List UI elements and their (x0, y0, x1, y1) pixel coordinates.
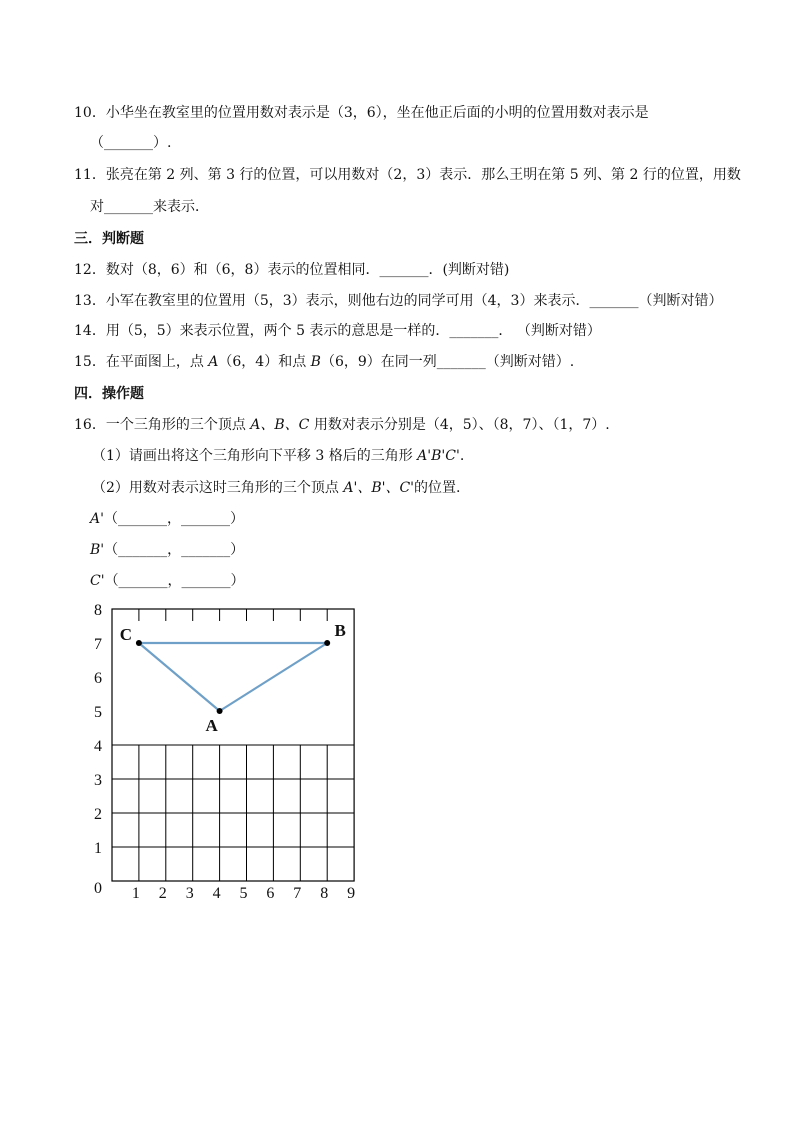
grid-labels (94, 602, 355, 902)
question-16-sub1 (92, 447, 464, 465)
y-axis-label: 4 (94, 738, 102, 755)
answer-a-prime-label: A' (90, 511, 104, 527)
x-axis-label: 4 (212, 885, 221, 902)
question-16-sub1-triangle: A'B'C' (417, 448, 460, 464)
x-axis-label: 3 (185, 885, 194, 902)
y-axis-label: 5 (94, 704, 102, 721)
y-axis-label: 8 (94, 602, 102, 619)
y-axis-label: 6 (94, 670, 102, 687)
vertex-c-dot (136, 640, 142, 646)
section-4-heading: 四．操作题 (74, 386, 144, 402)
question-10-line1: 10．小华坐在教室里的位置用数对表示是（3，6），坐在他正后面的小明的位置用数对表示是 (74, 105, 649, 121)
x-axis-label: 2 (158, 885, 167, 902)
x-axis-label: 8 (320, 885, 329, 902)
coordinate-grid (88, 596, 368, 908)
x-axis-label: 9 (347, 885, 356, 902)
question-16-stem-post: 用数对表示分别是（4，5）、（8，7）、（1，7）. (309, 417, 610, 433)
x-axis-label: 7 (293, 885, 302, 902)
x-axis-label: 6 (266, 885, 275, 902)
y-axis-label: 2 (94, 806, 102, 823)
question-12: 12．数对（8，6）和（6，8）表示的位置相同．_______．(判断对错) (74, 262, 510, 278)
x-axis-label: 1 (131, 885, 140, 902)
question-15-pre: 15．在平面图上，点 (74, 354, 209, 370)
section-3-heading: 三．判断题 (74, 231, 144, 247)
answer-c-prime-label: C' (90, 573, 105, 589)
question-16-sub2-pre: （2）用数对表示这时三角形的三个顶点 (92, 480, 344, 496)
question-15 (74, 353, 574, 371)
question-10-line2: （_______）. (90, 135, 172, 151)
point-a-label: A (208, 354, 219, 370)
answer-a-prime-blank: （_______，_______） (103, 511, 244, 527)
question-14: 14．用（5，5）来表示位置，两个 5 表示的意思是一样的．_______． （判断对错） (74, 323, 601, 339)
question-16-sub2-post: 的位置. (414, 480, 461, 496)
vertex-a-label: A (205, 716, 218, 735)
x-axis-label: 5 (239, 885, 248, 902)
question-11-line1: 11．张亮在第 2 列、第 3 行的位置，可以用数对（2，3）表示．那么王明在第 5 列、第 2 行的位置，用数 (74, 167, 741, 183)
answer-c-prime-blank: （_______，_______） (104, 573, 245, 589)
triangle-layer (120, 621, 346, 735)
answer-b-prime-label: B' (90, 542, 105, 558)
answer-b-prime (90, 541, 244, 559)
vertex-a-dot (217, 708, 223, 714)
y-axis-label: 3 (94, 772, 102, 789)
question-11-line2: 对_______来表示． (90, 199, 209, 215)
question-16-sub1-post: . (459, 448, 465, 464)
vertex-c-label: C (119, 625, 133, 644)
question-13: 13．小军在教室里的位置用（5，3）表示，则他右边的同学可用（4，3）来表示．_______（判断对错） (74, 293, 723, 309)
question-16-vertices: A、B、C (250, 417, 310, 433)
answer-a-prime (90, 510, 244, 528)
vertex-b-label: B (334, 621, 346, 640)
question-15-post: （6，9）在同一列_______（判断对错）. (320, 354, 575, 370)
triangle-abc (139, 643, 327, 711)
y-axis-label: 7 (94, 636, 102, 653)
y-axis-label: 1 (94, 840, 102, 857)
question-16-sub2-points: A'、B'、C' (343, 480, 415, 496)
question-16-stem-pre: 16．一个三角形的三个顶点 (74, 417, 251, 433)
answer-b-prime-blank: （_______，_______） (104, 542, 245, 558)
question-15-mid: （6，4）和点 (218, 354, 311, 370)
question-16-stem (74, 416, 610, 434)
question-16-sub1-pre: （1）请画出将这个三角形向下平移 3 格后的三角形 (92, 448, 418, 464)
vertex-b-dot (324, 640, 330, 646)
point-b-label: B (310, 354, 321, 370)
x-axis-label: 0 (94, 880, 102, 897)
answer-c-prime (90, 572, 245, 590)
question-16-sub2 (92, 479, 460, 497)
